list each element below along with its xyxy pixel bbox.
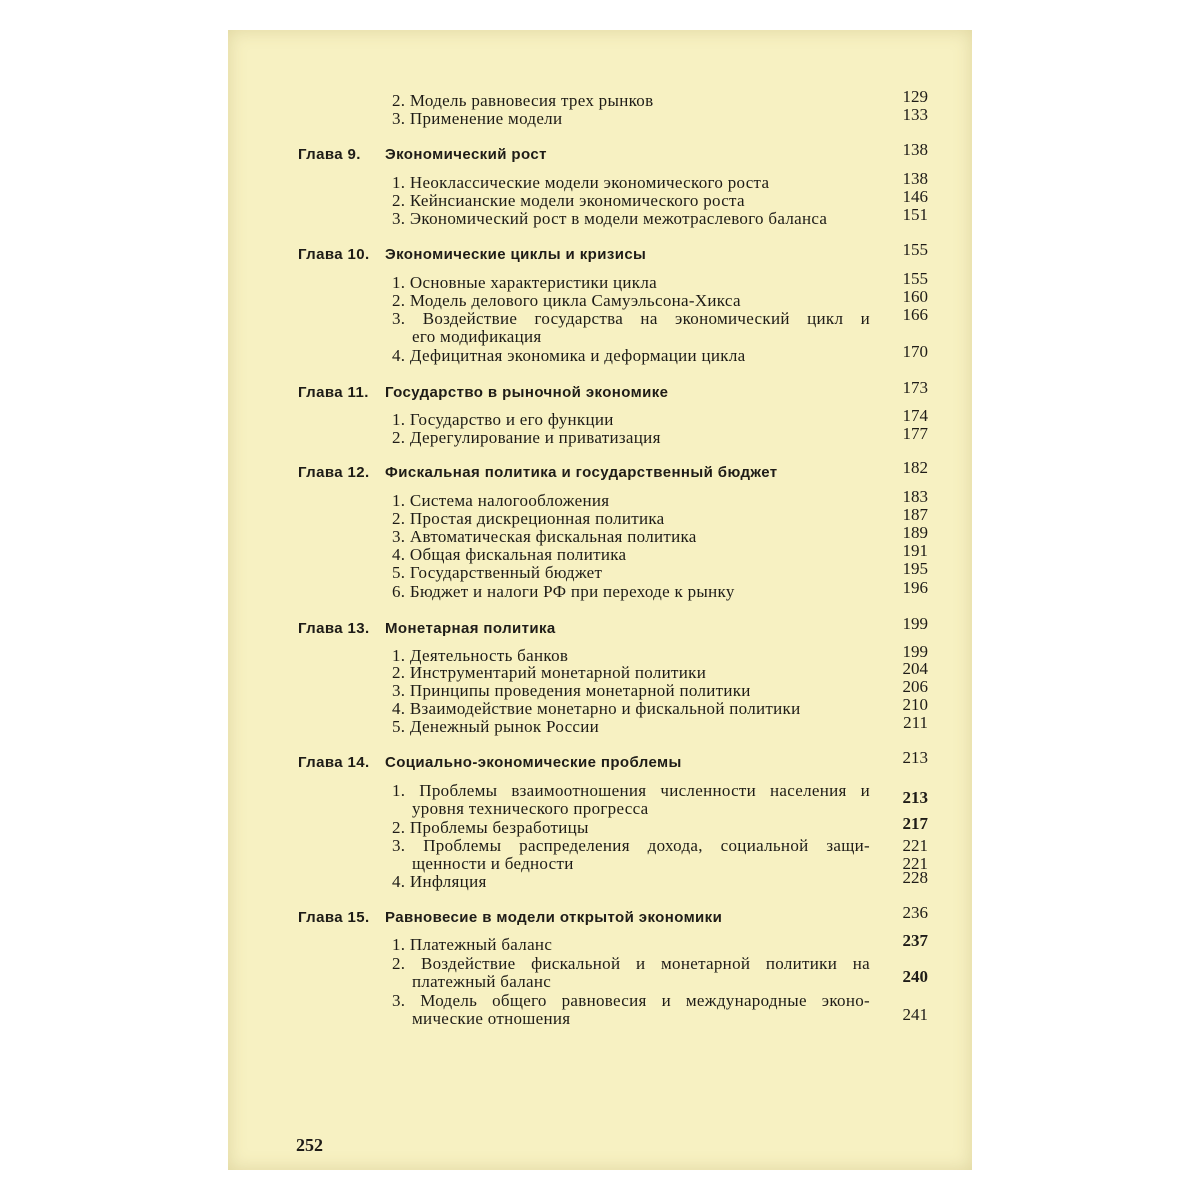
toc-item: 4. Взаимодействие монетарно и фискальной политики [392,699,801,718]
toc-item-page: 189 [902,523,928,542]
toc-item [392,955,870,973]
toc-item-page: 133 [902,105,928,124]
toc-item: 2. Инструментарий монетарной политики [392,663,707,682]
toc-item-page: 196 [902,578,928,597]
toc-item: 1. Государство и его функции [392,410,614,429]
toc-item-text: 3. Проблемы распределения дохода, социальной защи- [392,836,870,855]
toc-item-page: 204 [902,659,928,678]
toc-item: 2. Кейнсианские модели экономического роста [392,191,745,210]
toc-item: 5. Денежный рынок России [392,717,600,736]
chapter-label: Глава 12. [298,464,370,481]
toc-item-page: 221 [902,854,928,873]
chapter-title: Социально-экономические проблемы [385,754,682,771]
toc-item: 1. Неоклассические модели экономического роста [392,173,770,192]
toc-item-continuation: платежный баланс [412,972,552,991]
toc-item [392,310,870,328]
toc-item: 1. Платежный баланс [392,935,553,954]
chapter-label: Глава 15. [298,909,370,926]
toc-item-page: 160 [902,287,928,306]
toc-item-page: 174 [902,406,928,425]
toc-item: 2. Модель делового цикла Самуэльсона-Хикса [392,291,741,310]
toc-item: 2. Проблемы безработицы [392,818,589,837]
toc-item: 2. Дерегулирование и приватизация [392,428,661,447]
chapter-label: Глава 10. [298,246,370,263]
toc-item-page: 155 [902,269,928,288]
toc-item: 2. Модель равновесия трех рынков [392,91,654,110]
toc-item-page: 210 [902,695,928,714]
toc-item: 4. Дефицитная экономика и деформации цикла [392,346,746,365]
toc-item-text: 3. Воздействие государства на экономический цикл и [392,309,870,328]
toc-item: 6. Бюджет и налоги РФ при переходе к рынку [392,582,735,601]
toc-item-page: 129 [902,87,928,106]
toc-item-text: 3. Модель общего равновесия и международные эконо- [392,991,870,1010]
chapter-label: Глава 14. [298,754,370,771]
toc-item-page: 206 [902,677,928,696]
toc-item-page: 211 [903,713,928,732]
toc-item-page: 213 [902,788,928,807]
page-number: 252 [296,1135,323,1155]
toc-item: 2. Простая дискреционная политика [392,509,665,528]
toc-item-page: 191 [902,541,928,560]
toc-item-page: 195 [902,559,928,578]
toc-item-page: 138 [902,169,928,188]
toc-item-text: 2. Воздействие фискальной и монетарной политики на [392,954,870,973]
toc-item-page: 241 [902,1005,928,1024]
toc-item-continuation: уровня технического прогресса [412,799,649,818]
chapter-title: Фискальная политика и государственный бюджет [385,464,778,481]
chapter-label: Глава 13. [298,620,370,637]
toc-item-text: 1. Проблемы взаимоотношения численности населения и [392,781,870,800]
chapter-page: 236 [902,903,928,922]
chapter-title: Равновесие в модели открытой экономики [385,909,723,926]
toc-item: 3. Экономический рост в модели межотраслевого баланса [392,209,828,228]
toc-item-page: 187 [902,505,928,524]
toc-item-continuation: мические отношения [412,1009,571,1028]
toc-item-continuation: его модификация [412,327,542,346]
toc-item-page: 146 [902,187,928,206]
chapter-label: Глава 9. [298,146,361,163]
toc-item: 1. Деятельность банков [392,646,569,665]
toc-item [392,837,870,855]
chapter-page: 138 [902,140,928,159]
chapter-page: 182 [902,458,928,477]
toc-item-page: 183 [902,487,928,506]
chapter-title: Экономический рост [385,146,547,163]
toc-item-page: 151 [902,205,928,224]
toc-item [392,992,870,1010]
chapter-title: Государство в рыночной экономике [385,384,669,401]
toc-item-page: 217 [902,814,928,833]
toc-item: 1. Основные характеристики цикла [392,273,657,292]
toc-item: 3. Применение модели [392,109,563,128]
chapter-page: 173 [902,378,928,397]
chapter-page: 155 [902,240,928,259]
chapter-title: Экономические циклы и кризисы [385,246,647,263]
toc-item: 5. Государственный бюджет [392,563,603,582]
toc-item: 4. Общая фискальная политика [392,545,627,564]
toc-item-page: 228 [902,868,928,887]
toc-item-page: 166 [902,305,928,324]
toc-item-page: 199 [902,642,928,661]
toc-item: 4. Инфляция [392,872,487,891]
toc-item: 3. Принципы проведения монетарной политики [392,681,751,700]
chapter-title: Монетарная политика [385,620,556,637]
toc-item-page: 177 [902,424,928,443]
toc-item-page: 170 [902,342,928,361]
chapter-page: 199 [902,614,928,633]
toc-item: 3. Автоматическая фискальная политика [392,527,697,546]
chapter-page: 213 [902,748,928,767]
toc-item-continuation: щенности и бедности [412,854,574,873]
toc-item-page: 237 [902,931,928,950]
toc-item-page: 240 [902,967,928,986]
chapter-label: Глава 11. [298,384,369,401]
toc-item [392,782,870,800]
toc-item-page: 221 [902,836,928,855]
toc-item: 1. Система налогообложения [392,491,610,510]
